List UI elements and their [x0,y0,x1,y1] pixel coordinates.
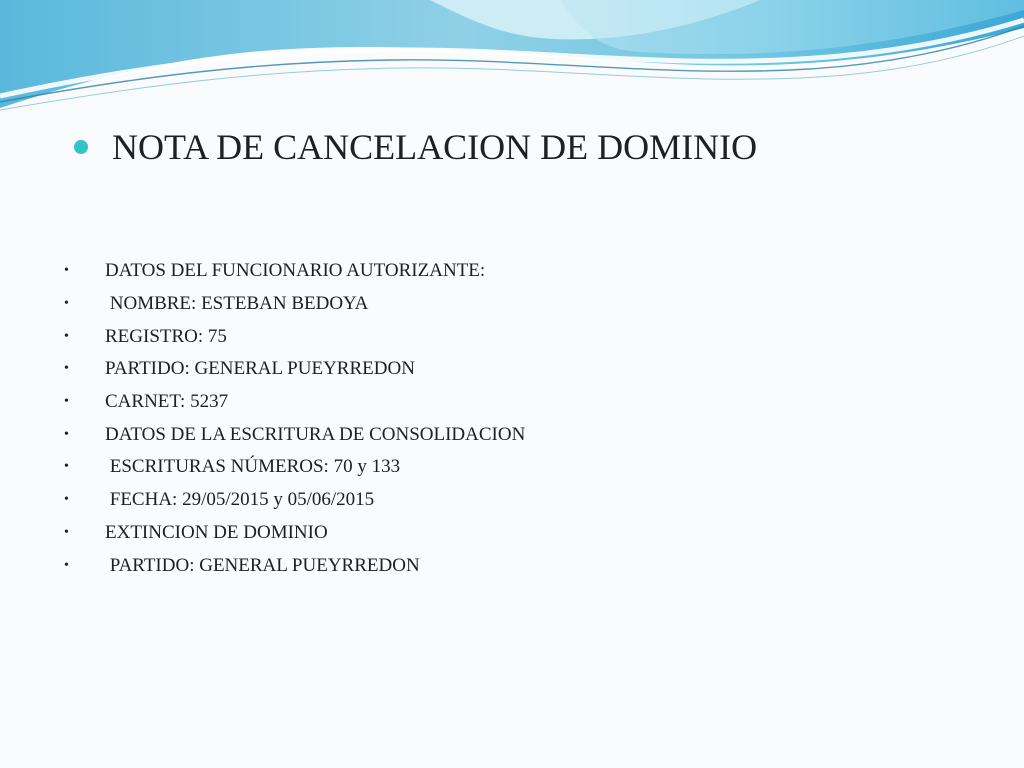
bullet-icon: • [64,296,69,312]
title-row [74,122,757,172]
bullet-icon: • [64,492,69,508]
list-item [64,418,525,451]
bullet-icon: • [64,524,69,540]
list-item [64,549,525,582]
list-item-text: DATOS DEL FUNCIONARIO AUTORIZANTE: [105,260,486,282]
list-item-text: PARTIDO: GENERAL PUEYRREDON [105,554,420,576]
list-item [64,353,525,386]
bullet-icon: • [64,426,69,442]
list-item-text: EXTINCION DE DOMINIO [105,521,328,543]
slide-title: NOTA DE CANCELACION DE DOMINIO [112,127,758,167]
list-item [64,517,525,550]
list-item-text: ESCRITURAS NÚMEROS: 70 y 133 [105,456,401,478]
title-bullet-icon [74,140,88,154]
list-item-text: FECHA: 29/05/2015 y 05/06/2015 [105,489,375,511]
header-wave-decoration [0,0,1024,120]
list-item [64,386,525,419]
bullet-icon: • [64,328,69,344]
list-item [64,451,525,484]
list-item [64,320,525,353]
bullet-list [64,255,525,582]
list-item [64,288,525,321]
bullet-icon: • [64,263,69,279]
list-item-text: DATOS DE LA ESCRITURA DE CONSOLIDACION [105,423,526,445]
bullet-icon: • [64,361,69,377]
bullet-icon: • [64,459,69,475]
list-item-text: PARTIDO: GENERAL PUEYRREDON [105,358,415,380]
list-item [64,484,525,517]
list-item-text: CARNET: 5237 [105,391,229,413]
list-item-text: NOMBRE: ESTEBAN BEDOYA [105,293,369,315]
list-item-text: REGISTRO: 75 [105,325,227,347]
list-item [64,255,525,288]
bullet-icon: • [64,557,69,573]
bullet-icon: • [64,394,69,410]
